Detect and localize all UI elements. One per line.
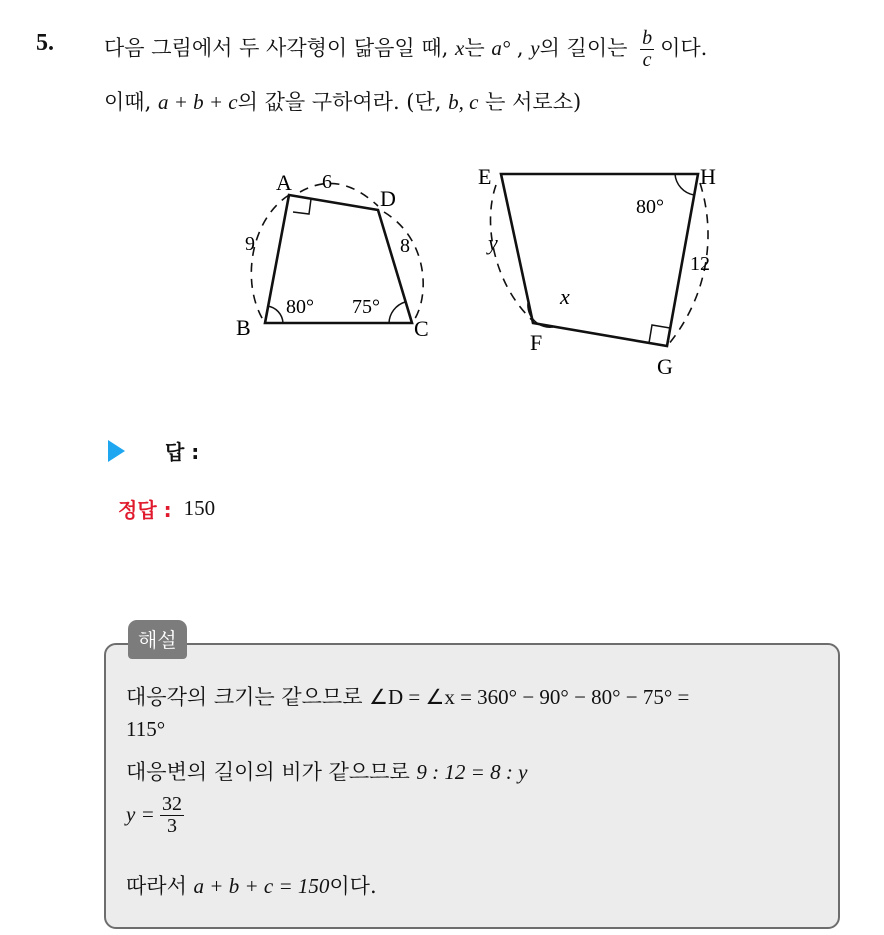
side-dc-length: 8	[400, 235, 410, 257]
angle-b-value: 80°	[286, 296, 314, 318]
fraction-b-over-c: $\frac{b}{c}$	[642, 27, 653, 71]
correct-answer-row	[108, 494, 215, 523]
label-h: H	[700, 164, 716, 189]
side-ad-length: 6	[322, 171, 332, 193]
label-f: F	[530, 330, 543, 355]
answer-label: 답 :	[165, 440, 200, 464]
angle-h-value: 80°	[636, 196, 664, 218]
quadrilateral-efgh	[478, 164, 716, 379]
correct-answer-label: 정답 :	[118, 498, 172, 522]
angle-arc-c	[389, 302, 405, 323]
quad-efgh-outline	[501, 174, 698, 346]
label-a: A	[276, 170, 292, 195]
label-e: E	[478, 164, 492, 189]
answer-row	[108, 436, 199, 465]
play-triangle-icon	[108, 440, 125, 462]
right-angle-mark-a	[293, 199, 311, 214]
fraction-32-over-3: $\frac{32}{3}$	[162, 793, 182, 837]
label-c: C	[414, 316, 429, 341]
question-line-2: 이때, a + b + c의 값을 구하여라. (단, b, c 는 서로소)	[104, 90, 582, 114]
explanation-line-5: 따라서 a + b + c = 150이다.	[126, 874, 377, 898]
similar-quadrilaterals-figure	[0, 0, 884, 400]
quadrilateral-abcd	[236, 170, 429, 341]
explanation-line-1: 대응각의 크기는 같으므로 ∠D = ∠x = 360° − 90° − 80° − 75° =	[126, 685, 690, 709]
label-d: D	[380, 186, 396, 211]
label-g: G	[657, 354, 673, 379]
angle-c-value: 75°	[352, 296, 380, 318]
explanation-line-3: 대응변의 길이의 비가 같으므로 9 : 12 = 8 : y	[126, 760, 528, 784]
correct-answer-value: 150	[183, 496, 216, 520]
question-line-1: 다음 그림에서 두 사각형이 닮음일 때, x는 a° , y의 길이는 $\frac{b}{c}$ 이다.	[104, 27, 708, 71]
arc-dc	[384, 212, 423, 323]
angle-f-variable: x	[560, 284, 570, 309]
explanation-tab: 해설	[128, 620, 187, 659]
angle-arc-b	[267, 306, 283, 323]
explanation-line-4: y = $\frac{32}{3}$	[126, 793, 182, 837]
angle-arc-h	[675, 174, 694, 195]
question-number: 5.	[36, 30, 54, 56]
side-hg-length: 12	[690, 253, 710, 275]
label-b: B	[236, 315, 251, 340]
side-ab-length: 9	[245, 233, 255, 255]
side-ef-variable: y	[488, 230, 498, 255]
explanation-line-2: 115°	[126, 717, 166, 741]
arc-ab	[251, 195, 289, 323]
